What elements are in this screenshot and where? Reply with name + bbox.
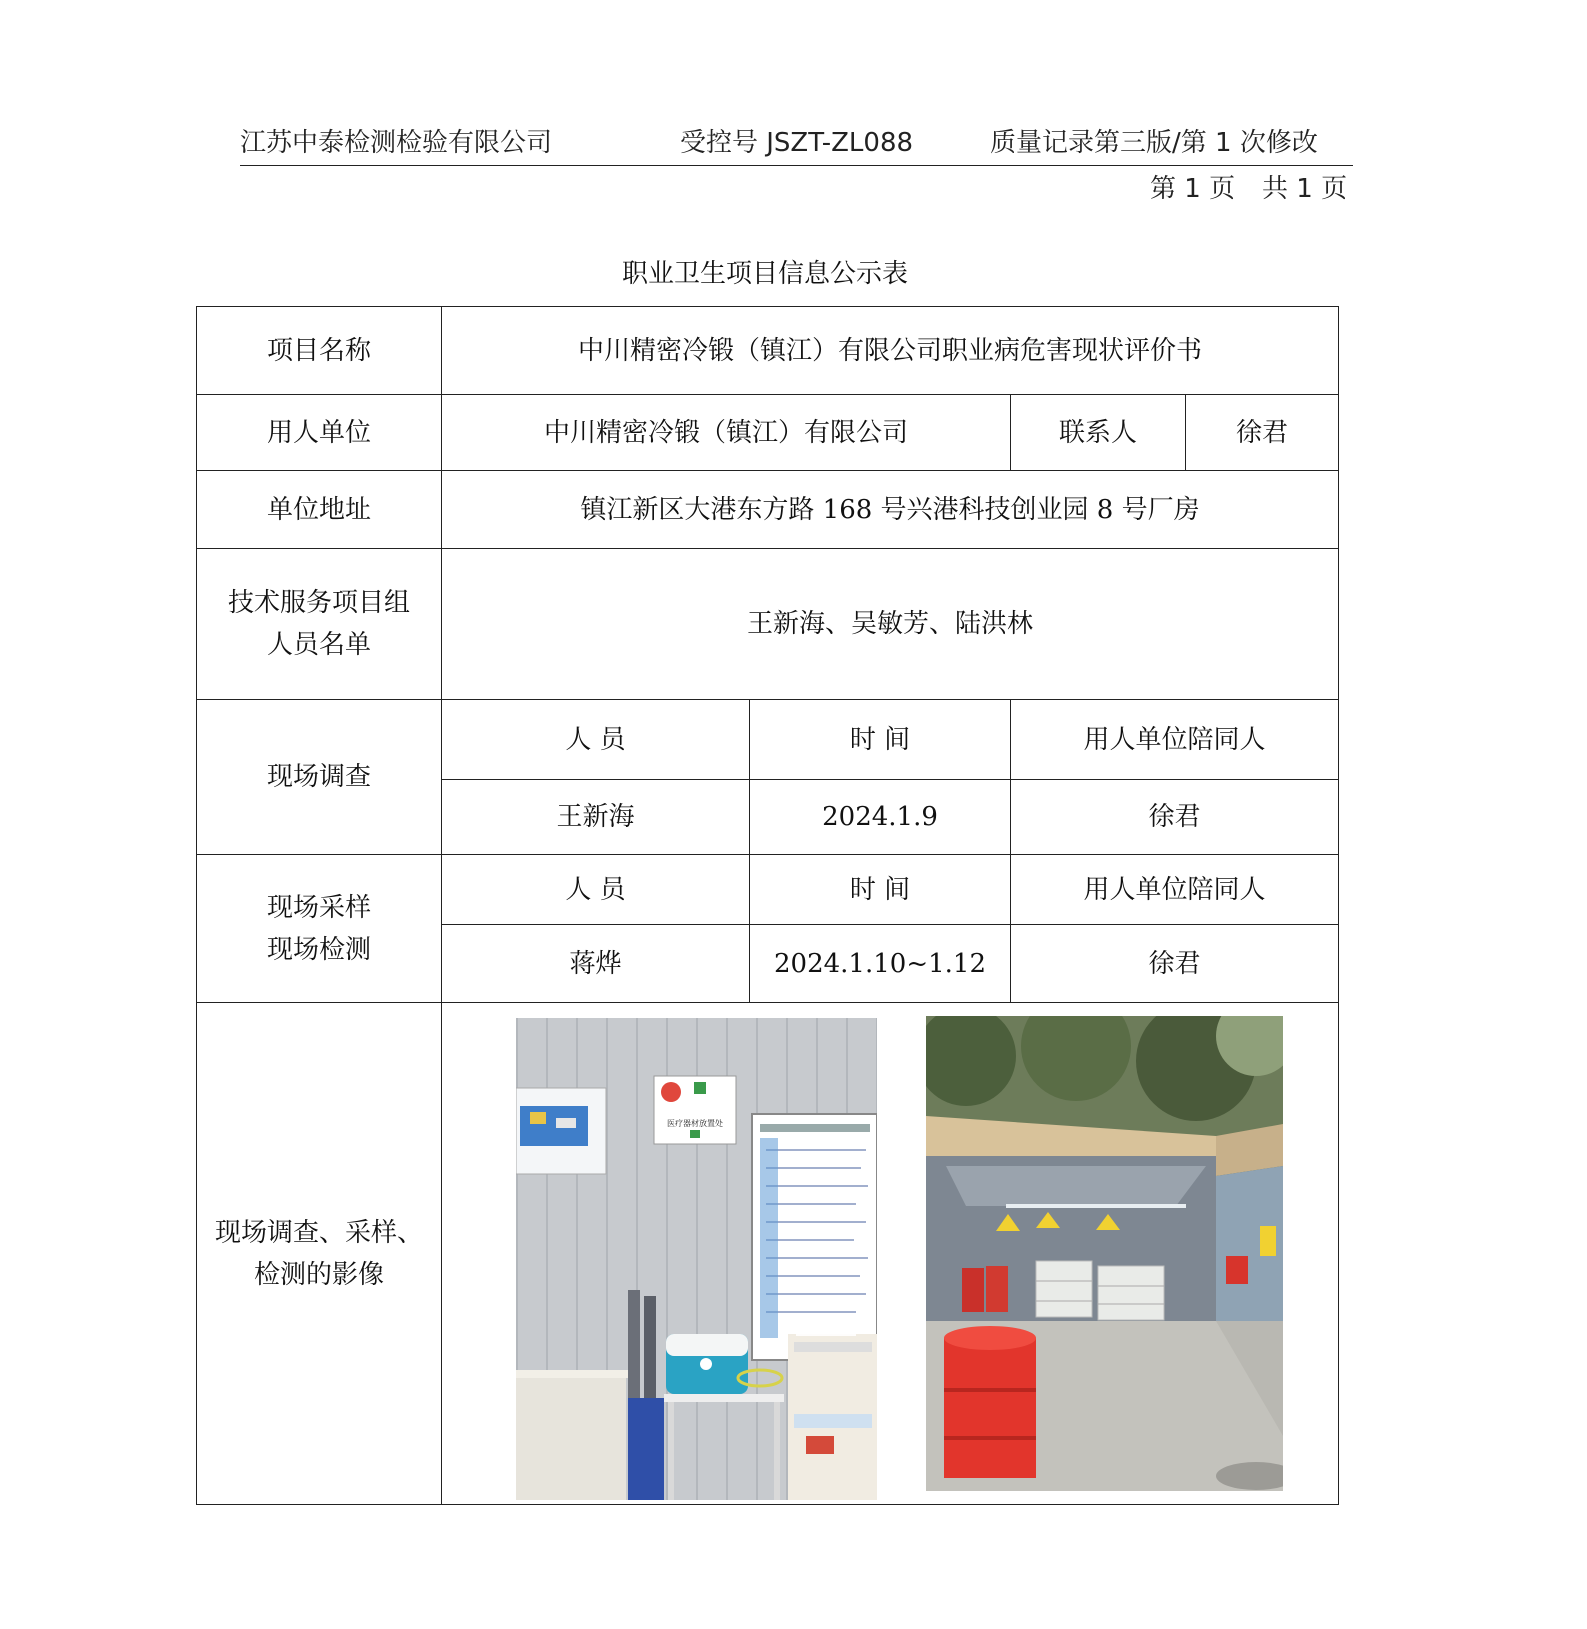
header-company: 江苏中泰检测检验有限公司 bbox=[240, 128, 553, 158]
sampling-time: 2024.1.10~1.12 bbox=[750, 925, 1011, 1003]
page-number: 第 1 页 bbox=[1150, 174, 1236, 204]
photo-medical-supplies-area bbox=[516, 1018, 877, 1500]
survey-companion: 徐君 bbox=[1011, 780, 1339, 855]
sampling-person: 蒋烨 bbox=[442, 925, 750, 1003]
photo-storage-shed-scene bbox=[926, 1016, 1283, 1491]
survey-label: 现场调查 bbox=[197, 700, 442, 855]
header-control-number: 受控号 JSZT-ZL088 bbox=[680, 128, 914, 158]
document-title: 职业卫生项目信息公示表 bbox=[621, 259, 908, 289]
photo-chemical-storage-shed bbox=[926, 1016, 1283, 1491]
page-total: 共 1 页 bbox=[1262, 174, 1348, 204]
images-label bbox=[197, 1003, 442, 1505]
team-label-line2: 人员名单 bbox=[266, 630, 371, 660]
survey-time: 2024.1.9 bbox=[750, 780, 1011, 855]
sampling-label-line2: 现场检测 bbox=[266, 934, 371, 965]
sampling-header-time: 时 间 bbox=[750, 855, 1011, 925]
survey-header-companion: 用人单位陪同人 bbox=[1011, 700, 1339, 780]
header-divider bbox=[240, 165, 1353, 166]
images-label-line2: 检测的影像 bbox=[253, 1259, 384, 1290]
sampling-header-person: 人 员 bbox=[442, 855, 750, 925]
team-label bbox=[197, 549, 442, 700]
project-name-value: 中川精密冷锻（镇江）有限公司职业病危害现状评价书 bbox=[442, 307, 1339, 395]
sampling-companion: 徐君 bbox=[1011, 925, 1339, 1003]
sampling-label-line1: 现场采样 bbox=[266, 892, 371, 923]
header-version: 质量记录第三版/第 1 次修改 bbox=[990, 128, 1318, 158]
medical-supplies-sign-text: 医疗器材放置处 bbox=[667, 1119, 723, 1128]
address-label: 单位地址 bbox=[197, 471, 442, 549]
employer-label: 用人单位 bbox=[197, 395, 442, 471]
employer-value: 中川精密冷锻（镇江）有限公司 bbox=[442, 395, 1011, 471]
sampling-header-companion: 用人单位陪同人 bbox=[1011, 855, 1339, 925]
contact-value: 徐君 bbox=[1186, 395, 1339, 471]
survey-header-time: 时 间 bbox=[750, 700, 1011, 780]
team-members: 王新海、吴敏芳、陆洪林 bbox=[442, 549, 1339, 700]
photo-medical-supplies-scene bbox=[516, 1018, 877, 1500]
address-value: 镇江新区大港东方路 168 号兴港科技创业园 8 号厂房 bbox=[442, 471, 1339, 549]
team-label-line1: 技术服务项目组 bbox=[227, 588, 410, 618]
project-name-label: 项目名称 bbox=[197, 307, 442, 395]
contact-label: 联系人 bbox=[1011, 395, 1186, 471]
survey-header-person: 人 员 bbox=[442, 700, 750, 780]
survey-person: 王新海 bbox=[442, 780, 750, 855]
sampling-label bbox=[197, 855, 442, 1003]
images-label-line1: 现场调查、采样、 bbox=[214, 1217, 423, 1248]
